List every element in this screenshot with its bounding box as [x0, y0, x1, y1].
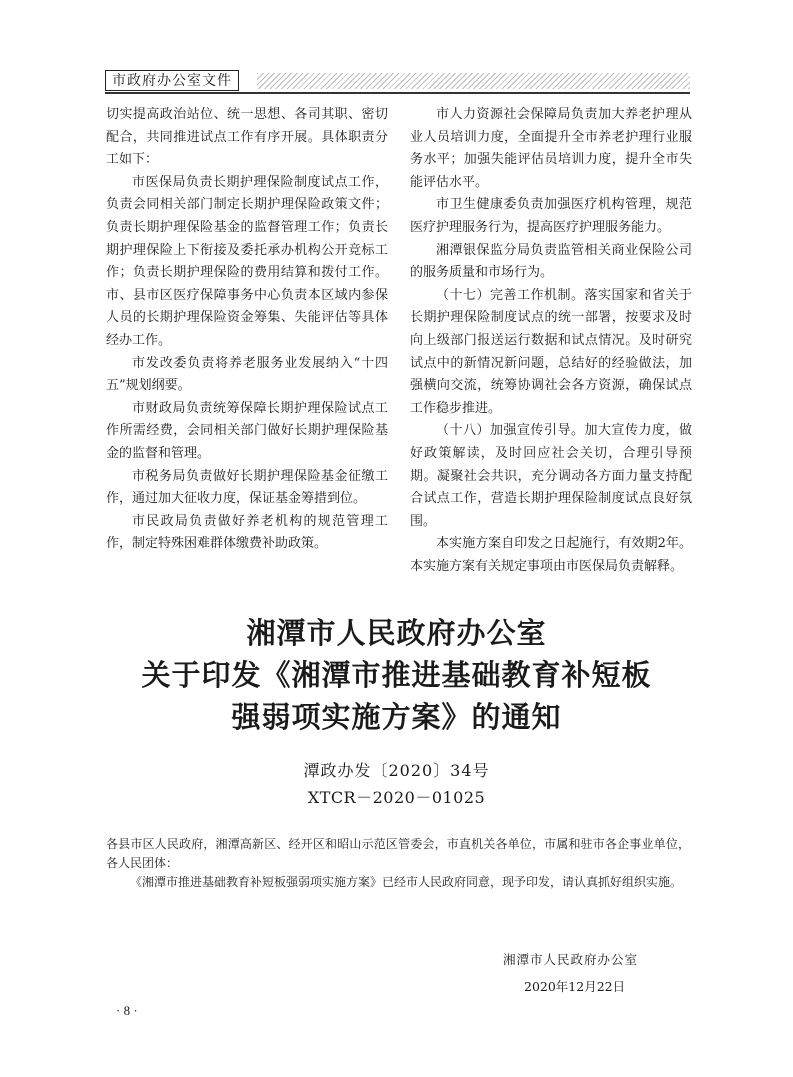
left-paragraph-4: 市财政局负责统筹保障长期护理保险试点工作所需经费，会同相关部门做好长期护理保险基金的监督和管理。 [106, 400, 388, 461]
left-paragraph-2: 市医保局负责长期护理保险制度试点工作，负责会同相关部门制定长期护理保险政策文件；负责长期护理保险基金的监督管理工作；负责长期护理保险上下衔接及委托承办机构公开竞标工作；负责长期护理保险的费用结算和拨付工作。市、县市区医疗保障事务中心负责本区域内参保人员的长期护理保险资金筹集、失能评估等具体经办工作。 [106, 174, 388, 348]
right-paragraph-2: 市卫生健康委负责加强医疗机构管理，规范医疗护理服务行为，提高医疗护理服务能力。 [410, 197, 692, 235]
notice-text: 《湘潭市推进基础教育补短板强弱项实施方案》已经市人民政府同意，现予印发，请认真抓好组织实施。 [130, 875, 683, 889]
right-paragraph-1: 市人力资源社会保障局负责加大养老护理从业人员培训力度，全面提升全市养老护理行业服务水平；加强失能评估员培训力度，提升全市失能评估水平。 [410, 107, 692, 190]
left-paragraph-6: 市民政局负责做好养老机构的规范管理工作，制定特殊困难群体缴费补助政策。 [106, 513, 388, 552]
document-number: 潭政办发〔2020〕34号 [303, 761, 490, 780]
header-rule [105, 92, 690, 94]
document-code: XTCR－2020－01025 [307, 788, 486, 807]
left-paragraph-5: 市税务局负责做好长期护理保险基金征缴工作，通过加大征收力度，保证基金筹措到位。 [106, 468, 388, 507]
issue-date: 2020年12月22日 [524, 979, 626, 994]
issuer-signature: 湘潭市人民政府办公室 [503, 952, 639, 967]
header-hatch-pattern [257, 73, 690, 89]
left-paragraph-3: 市发改委负责将养老服务业发展纳入“十四五”规划纲要。 [106, 355, 388, 394]
notice-body [106, 835, 690, 892]
right-paragraph-5: （十八）加强宣传引导。加大宣传力度，做好政策解读，及时回应社会关切，合理引导预期。凝聚社会共识，充分调动各方面力量支持配合试点工作，营造长期护理保险制度试点良好氛围。 [410, 423, 692, 529]
header-label: 市政府办公室文件 [105, 70, 239, 91]
right-column [410, 104, 692, 578]
right-paragraph-6: 本实施方案自印发之日起施行，有效期2年。本实施方案有关规定事项由市医保局负责解释。 [410, 536, 692, 574]
notice-title [60, 612, 733, 738]
left-column [106, 104, 388, 556]
title-line-2: 关于印发《湘潭市推进基础教育补短板 [141, 658, 652, 692]
title-line-1: 湘潭市人民政府办公室 [246, 616, 547, 650]
right-paragraph-4: （十七）完善工作机制。落实国家和省关于长期护理保险制度试点的统一部署，按要求及时向上级部门报送运行数据和试点情况。及时研究试点中的新情况新问题，总结好的经验做法，加强横向交流，统筹协调社会各方资源，确保试点工作稳步推进。 [410, 287, 692, 416]
notice-recipients: 各县市区人民政府，湘潭高新区、经开区和昭山示范区管委会，市直机关各单位，市属和驻市各企事业单位，各人民团体： [106, 837, 690, 870]
running-header [105, 70, 690, 94]
right-paragraph-3: 湘潭银保监分局负责监管相关商业保险公司的服务质量和市场行为。 [410, 242, 692, 281]
left-paragraph-1: 切实提高政治站位、统一思想、各司其职、密切配合，共同推进试点工作有序开展。具体职责分工如下： [106, 107, 388, 168]
page-number: · 8 · [116, 1003, 138, 1018]
title-line-3: 强弱项实施方案》的通知 [231, 700, 562, 734]
